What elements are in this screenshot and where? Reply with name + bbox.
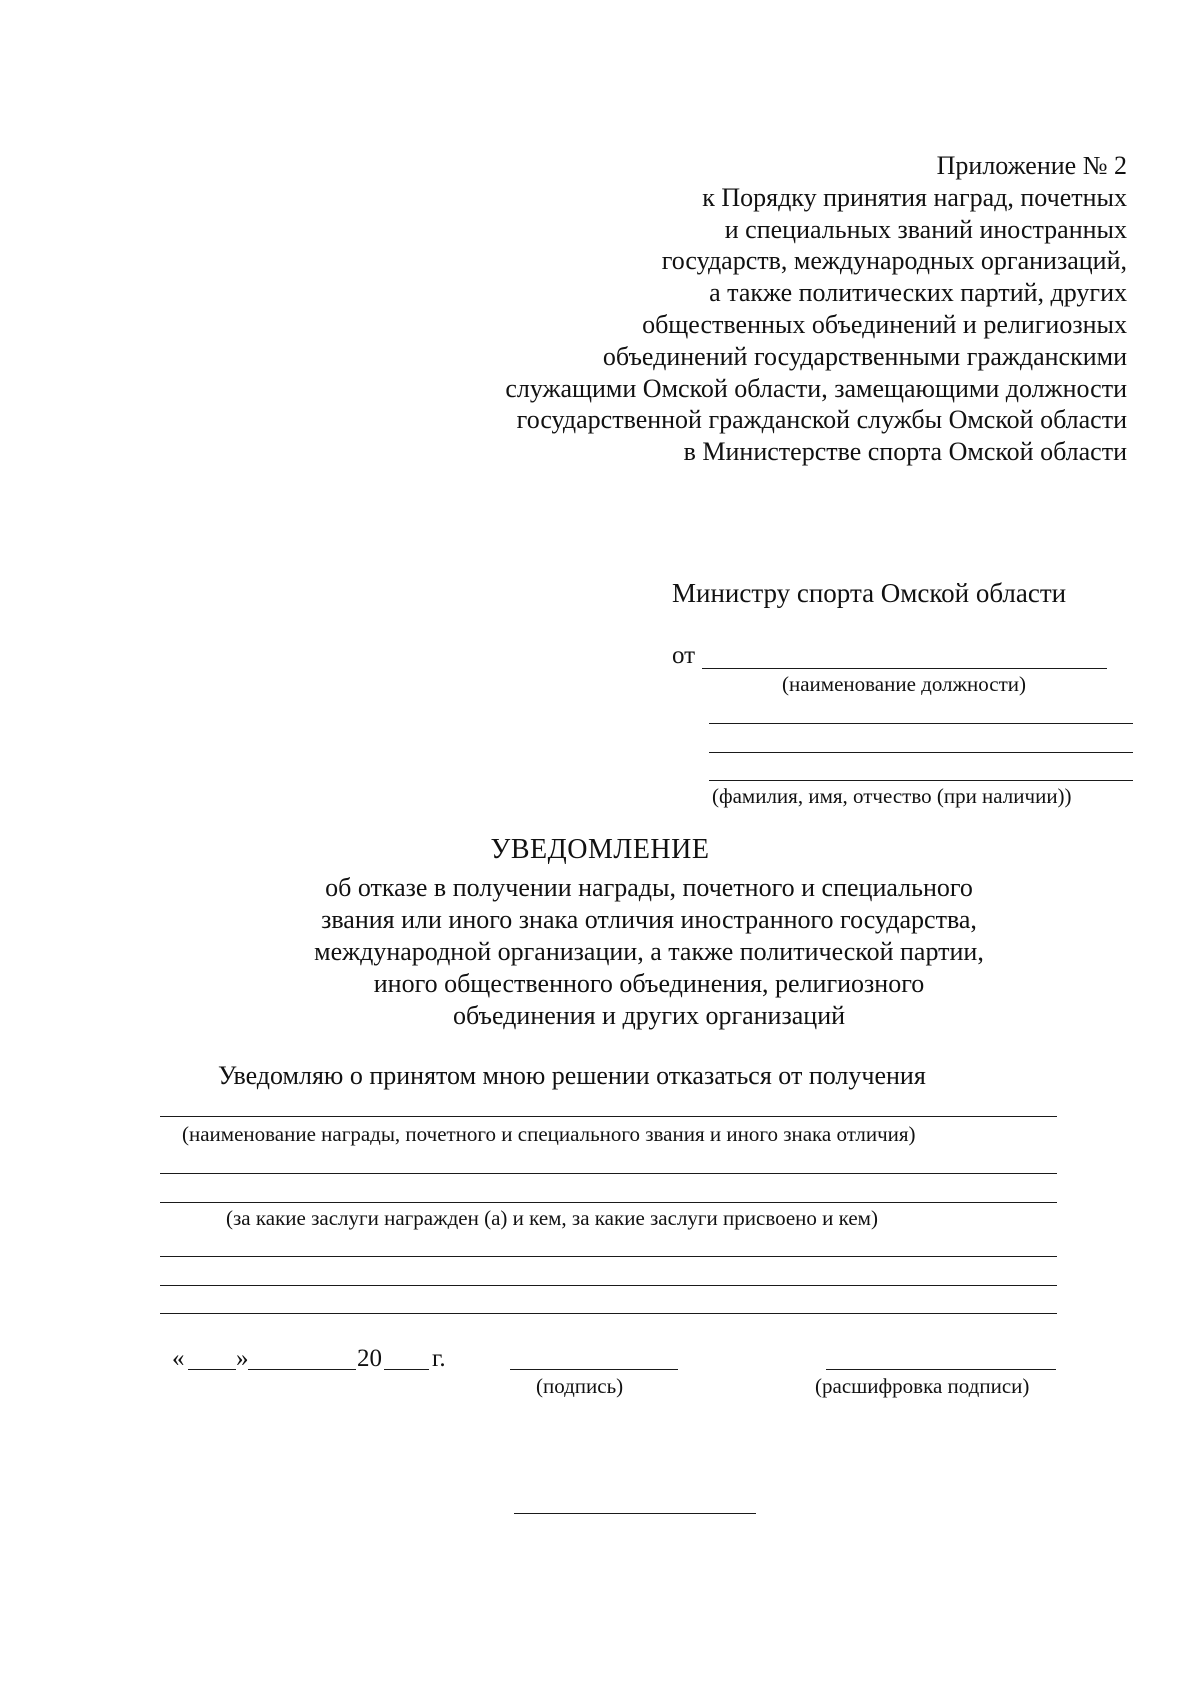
name-field-line-1[interactable]: [709, 723, 1133, 724]
position-field-line[interactable]: [702, 668, 1107, 669]
quote-open: «: [172, 1345, 185, 1372]
addressee-to: Министру спорта Омской области: [672, 578, 1067, 608]
subtitle-line: иного общественного объединения, религиозного: [373, 969, 925, 998]
year-suffix: г.: [432, 1345, 446, 1372]
notice-body-text: Уведомляю о принятом мною решении отказаться от получения: [218, 1061, 926, 1090]
merit-field-line[interactable]: [160, 1202, 1057, 1203]
appendix-line: а также политических партий, других: [709, 278, 1127, 308]
notice-subtitle: [280, 872, 1018, 1032]
subtitle-line: звания или иного знака отличия иностранного государства,: [321, 905, 977, 934]
signature-field-line[interactable]: [510, 1369, 678, 1370]
appendix-line: служащими Омской области, замещающими должности: [505, 373, 1127, 403]
decoding-field-line[interactable]: [826, 1369, 1056, 1370]
year-prefix: 20: [357, 1345, 382, 1372]
from-label: от: [672, 642, 696, 669]
appendix-line: государств, международных организаций,: [661, 246, 1127, 276]
month-field-line[interactable]: [248, 1369, 356, 1370]
day-field-line[interactable]: [188, 1369, 236, 1370]
subtitle-line: об отказе в получении награды, почетного и специального: [325, 873, 973, 902]
name-field-line-3[interactable]: [709, 780, 1133, 781]
extra-field-line-1[interactable]: [160, 1256, 1057, 1257]
award-field-line[interactable]: [160, 1116, 1057, 1117]
extra-field-line-3[interactable]: [160, 1313, 1057, 1314]
merit-caption: (за какие заслуги награжден (а) и кем, за какие заслуги присвоено и кем): [226, 1206, 878, 1230]
appendix-header: [407, 150, 1127, 468]
award-field-line-2[interactable]: [160, 1173, 1057, 1174]
signature-caption: (подпись): [536, 1374, 624, 1398]
appendix-line: в Министерстве спорта Омской области: [683, 437, 1127, 467]
appendix-line: и специальных званий иностранных: [724, 214, 1127, 244]
notice-title: УВЕДОМЛЕНИЕ: [490, 834, 710, 865]
appendix-line: к Порядку принятия наград, почетных: [702, 182, 1127, 212]
appendix-line: государственной гражданской службы Омской области: [516, 405, 1127, 435]
subtitle-line: международной организации, а также политической партии,: [314, 937, 984, 966]
name-field-line-2[interactable]: [709, 752, 1133, 753]
decoding-caption: (расшифровка подписи): [815, 1374, 1030, 1398]
footer-separator: [514, 1513, 756, 1514]
name-caption: (фамилия, имя, отчество (при наличии)): [712, 784, 1072, 808]
appendix-line: общественных объединений и религиозных: [642, 309, 1127, 339]
appendix-line: объединений государственными гражданскими: [602, 341, 1127, 371]
year-field-line[interactable]: [384, 1369, 429, 1370]
position-caption: (наименование должности): [782, 672, 1027, 696]
subtitle-line: объединения и других организаций: [452, 1001, 846, 1030]
quote-close: »: [236, 1345, 249, 1372]
award-caption: (наименование награды, почетного и специального звания и иного знака отличия): [182, 1122, 916, 1146]
appendix-line: Приложение № 2: [936, 151, 1127, 180]
extra-field-line-2[interactable]: [160, 1285, 1057, 1286]
